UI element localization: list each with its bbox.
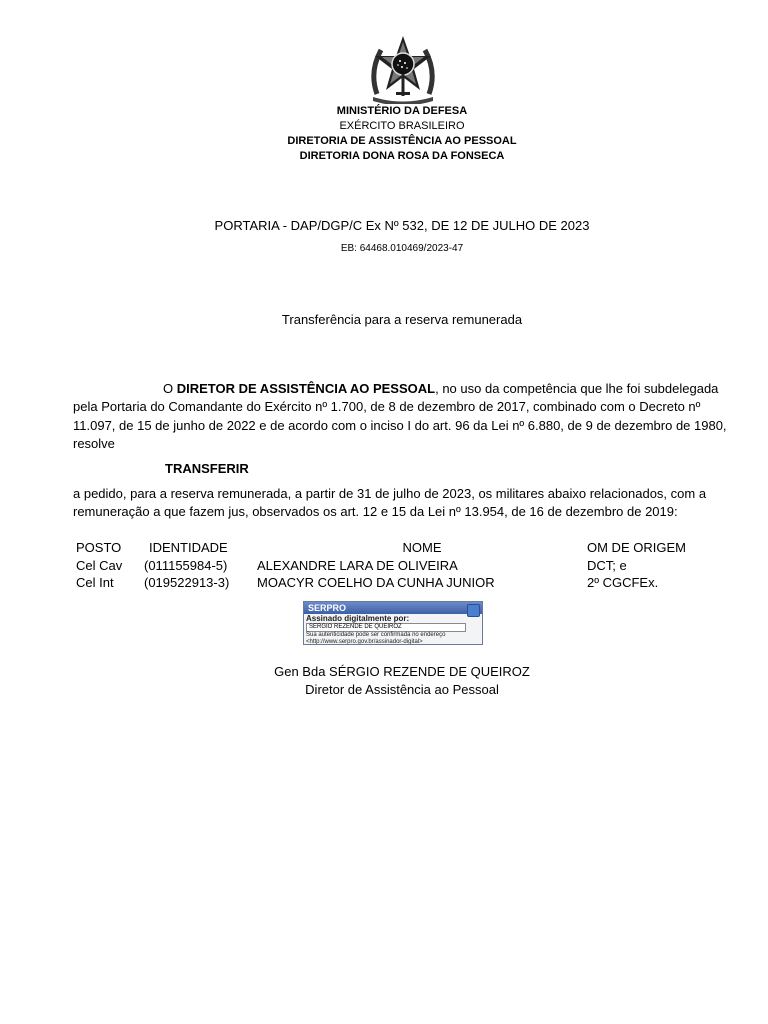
authenticity-url: <http://www.serpro.gov.br/assinador-digital>	[306, 638, 423, 645]
personnel-table	[74, 539, 747, 592]
header-ministry: MINISTÉRIO DA DEFESA	[336, 105, 468, 117]
cell-om: DCT; e	[587, 557, 627, 573]
intro-o: O	[163, 381, 177, 396]
signature-block	[0, 663, 768, 699]
header-block	[0, 104, 768, 164]
table-row	[74, 574, 747, 592]
header-army: EXÉRCITO BRASILEIRO	[339, 120, 465, 132]
cell-identidade: (019522913-3)	[144, 575, 230, 590]
signature-caption: Assinado digitalmente por:	[306, 614, 410, 623]
cell-nome: MOACYR COELHO DA CUNHA JUNIOR	[257, 575, 495, 590]
eb-number: EB: 64468.010469/2023-47	[340, 243, 464, 254]
authenticity-note: Sua autenticidade pode ser confirmada no endereço	[306, 632, 446, 638]
header-directorate: DIRETORIA DE ASSISTÊNCIA AO PESSOAL	[287, 135, 517, 147]
header-sub-directorate: DIRETORIA DONA ROSA DA FONSECA	[299, 150, 505, 162]
portaria-title: PORTARIA - DAP/DGP/C Ex Nº 532, DE 12 DE JULHO DE 2023	[214, 218, 590, 233]
header-identidade: IDENTIDADE	[149, 540, 228, 555]
signatory-title: Diretor de Assistência ao Pessoal	[305, 682, 499, 697]
body-paragraph-1	[73, 380, 741, 454]
intro-bold: DIRETOR DE ASSISTÊNCIA AO PESSOAL	[176, 381, 436, 396]
table-header-row	[74, 539, 747, 557]
signatory-name: Gen Bda SÉRGIO REZENDE DE QUEIROZ	[274, 664, 530, 679]
cell-om: 2º CGCFEx.	[587, 575, 659, 590]
header-nome: NOME	[402, 540, 442, 555]
cell-identidade: (011155984-5)	[144, 557, 228, 573]
subject-line: Transferência para a reserva remunerada	[281, 312, 523, 327]
cell-nome: ALEXANDRE LARA DE OLIVEIRA	[257, 557, 458, 573]
intro-rest: , no uso da competência que lhe foi subdelegada pela Portaria do Comandante do Exército nº 1.700, de 8 de dezembro de 2017, combinado com o Decreto nº 11.097, de 15 de junho de 2022 e de acordo com o inciso I do art. 96 da Lei nº 6.880, de 9 de dezembro de 1980, resolve	[73, 381, 727, 452]
transferir-heading: TRANSFERIR	[165, 461, 249, 476]
certificate-icon	[467, 604, 480, 617]
body-paragraph-2: a pedido, para a reserva remunerada, a partir de 31 de julho de 2023, os militares abaixo relacionados, com a remuneração a que fazem jus, observados os art. 12 e 15 da Lei nº 13.954, de 16 de dezembro de 2019:	[73, 486, 707, 520]
cell-posto: Cel Cav	[76, 557, 123, 573]
header-posto: POSTO	[76, 540, 122, 555]
serpro-brand: SERPRO	[304, 602, 482, 614]
cell-posto: Cel Int	[76, 575, 114, 590]
digital-signature-stamp	[303, 601, 483, 645]
signer-name: SERGIO REZENDE DE QUEIROZ	[306, 623, 466, 632]
header-om: OM DE ORIGEM	[587, 540, 686, 555]
table-row	[74, 557, 747, 575]
coat-of-arms-emblem	[367, 34, 439, 104]
